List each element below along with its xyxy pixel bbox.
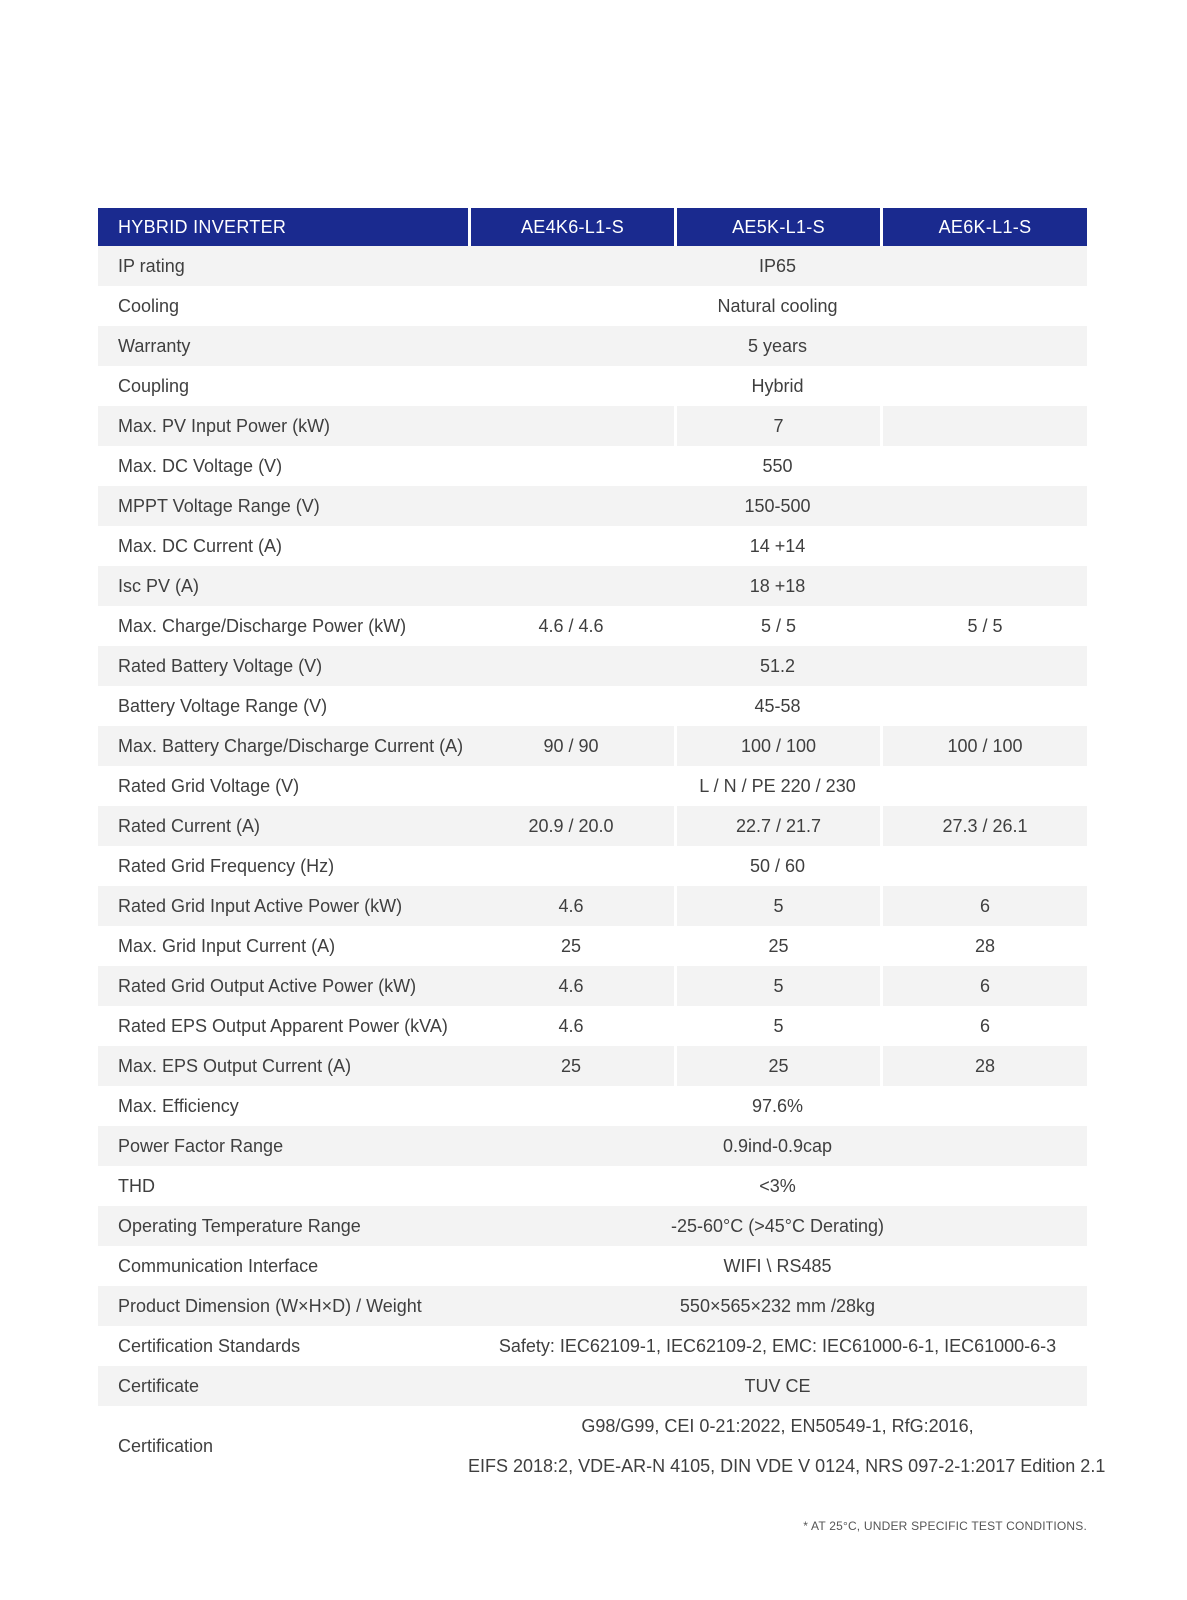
spec-table [98, 208, 1106, 1486]
row-label: Cooling [118, 295, 180, 316]
row-value: -25-60°C (>45°C Derating) [468, 1206, 1087, 1246]
table-row [98, 1406, 1087, 1486]
row-value: 100 / 100 [880, 726, 1087, 766]
row-value: 5 / 5 [880, 606, 1087, 646]
row-label: Max. Efficiency [118, 1095, 239, 1116]
table-row [98, 1046, 1087, 1086]
table-row [98, 366, 1087, 406]
row-value: 4.6 [468, 966, 674, 1006]
table-row [98, 1006, 1087, 1046]
row-value: Hybrid [751, 375, 804, 396]
row-value: 0.9ind-0.9cap [468, 1126, 1087, 1166]
row-label: Isc PV (A) [98, 566, 468, 606]
row-value: Safety: IEC62109-1, IEC62109-2, EMC: IEC61000-6-1, IEC61000-6-3 [498, 1335, 1057, 1356]
row-label: Max. Grid Input Current (A) [118, 935, 336, 956]
row-label: Coupling [118, 375, 190, 396]
row-value: 97.6% [751, 1095, 804, 1116]
row-value [468, 406, 674, 446]
row-value: 14 +14 [749, 535, 806, 556]
row-label: Rated EPS Output Apparent Power (kVA) [118, 1015, 448, 1036]
table-row [98, 766, 1087, 806]
row-label: THD [118, 1175, 155, 1196]
row-value: 27.3 / 26.1 [880, 806, 1087, 846]
spec-table-body [98, 246, 1106, 1486]
row-label: MPPT Voltage Range (V) [98, 486, 468, 526]
row-value: 25 [674, 926, 880, 966]
row-value: 4.6 [558, 1015, 584, 1036]
row-value [468, 1406, 1106, 1486]
row-label: Warranty [98, 326, 468, 366]
row-value: 28 [880, 1046, 1087, 1086]
row-label: Communication Interface [118, 1255, 319, 1276]
table-row [98, 1326, 1087, 1366]
row-label: IP rating [98, 246, 468, 286]
header-title: HYBRID INVERTER [98, 208, 468, 246]
row-value: 50 / 60 [749, 855, 806, 876]
row-value: 6 [880, 1006, 1087, 1046]
row-label: Max. Battery Charge/Discharge Current (A) [98, 726, 468, 766]
table-row [98, 286, 1087, 326]
row-value: 4.6 / 4.6 [538, 615, 604, 636]
table-row [98, 246, 1087, 286]
row-value [880, 406, 1087, 446]
table-row [98, 646, 1087, 686]
row-label: Product Dimension (W×H×D) / Weight [98, 1286, 468, 1326]
table-row [98, 1206, 1087, 1246]
row-label: Rated Grid Output Active Power (kW) [98, 966, 468, 1006]
row-label: Rated Grid Frequency (Hz) [118, 855, 335, 876]
row-value: 7 [674, 406, 880, 446]
value-line: EIFS 2018:2, VDE-AR-N 4105, DIN VDE V 0124, NRS 097-2-1:2017 Edition 2.1 [468, 1456, 1106, 1476]
row-value: 100 / 100 [674, 726, 880, 766]
row-label: Certification Standards [118, 1335, 301, 1356]
table-row [98, 966, 1087, 1006]
table-row [98, 926, 1087, 966]
row-label: Rated Grid Voltage (V) [118, 775, 300, 796]
row-value: 25 [468, 1046, 674, 1086]
table-row [98, 1126, 1087, 1166]
row-label: Max. Charge/Discharge Power (kW) [118, 615, 407, 636]
table-row [98, 846, 1087, 886]
table-row [98, 1166, 1087, 1206]
row-value: Natural cooling [717, 295, 838, 316]
row-label: Max. DC Current (A) [118, 535, 283, 556]
row-value: 5 years [468, 326, 1087, 366]
footnote: * AT 25°C, UNDER SPECIFIC TEST CONDITIONS. [803, 1519, 1087, 1533]
row-value: 5 [674, 886, 880, 926]
row-value: IP65 [468, 246, 1087, 286]
row-value: 5 [674, 1006, 880, 1046]
row-value: L / N / PE 220 / 230 [699, 775, 856, 796]
row-label: Certification [118, 1435, 214, 1456]
table-row [98, 1086, 1087, 1126]
row-value: WIFI \ RS485 [723, 1255, 832, 1276]
table-row [98, 886, 1087, 926]
row-value: 22.7 / 21.7 [674, 806, 880, 846]
row-value: 550 [762, 455, 793, 476]
header-model-ae4k6: AE4K6-L1-S [468, 208, 674, 246]
table-row [98, 726, 1087, 766]
table-row [98, 446, 1087, 486]
table-row [98, 1246, 1087, 1286]
row-value: 6 [880, 966, 1087, 1006]
row-value: 45-58 [754, 695, 801, 716]
row-value: 6 [880, 886, 1087, 926]
table-row [98, 566, 1087, 606]
row-label: Rated Grid Input Active Power (kW) [98, 886, 468, 926]
table-header-row [98, 208, 1087, 246]
row-value: 28 [880, 926, 1087, 966]
row-value: 18 +18 [468, 566, 1087, 606]
table-row [98, 1286, 1087, 1326]
row-label: Certificate [98, 1366, 468, 1406]
row-label: Battery Voltage Range (V) [118, 695, 328, 716]
table-row [98, 486, 1087, 526]
row-label: Max. DC Voltage (V) [118, 455, 283, 476]
header-model-ae5k: AE5K-L1-S [674, 208, 880, 246]
row-value: <3% [759, 1175, 796, 1196]
row-label: Operating Temperature Range [98, 1206, 468, 1246]
row-label: Max. PV Input Power (kW) [98, 406, 468, 446]
table-row [98, 406, 1087, 446]
table-row [98, 806, 1087, 846]
table-row [98, 1366, 1087, 1406]
row-value: TUV CE [468, 1366, 1087, 1406]
row-label: Rated Current (A) [98, 806, 468, 846]
row-value: 90 / 90 [468, 726, 674, 766]
table-row [98, 326, 1087, 366]
row-value: 5 [674, 966, 880, 1006]
row-label: Rated Battery Voltage (V) [98, 646, 468, 686]
row-value: 25 [560, 935, 582, 956]
row-value: 5 / 5 [674, 606, 880, 646]
value-line: G98/G99, CEI 0-21:2022, EN50549-1, RfG:2016, [581, 1416, 974, 1436]
table-row [98, 526, 1087, 566]
row-value: 550×565×232 mm /28kg [468, 1286, 1087, 1326]
row-value: 51.2 [468, 646, 1087, 686]
row-value: 4.6 [468, 886, 674, 926]
row-label: Max. EPS Output Current (A) [98, 1046, 468, 1086]
row-value: 150-500 [468, 486, 1087, 526]
row-value: 20.9 / 20.0 [468, 806, 674, 846]
table-row [98, 606, 1087, 646]
table-row [98, 686, 1087, 726]
row-value: 25 [674, 1046, 880, 1086]
row-label: Power Factor Range [98, 1126, 468, 1166]
header-model-ae6k: AE6K-L1-S [880, 208, 1087, 246]
